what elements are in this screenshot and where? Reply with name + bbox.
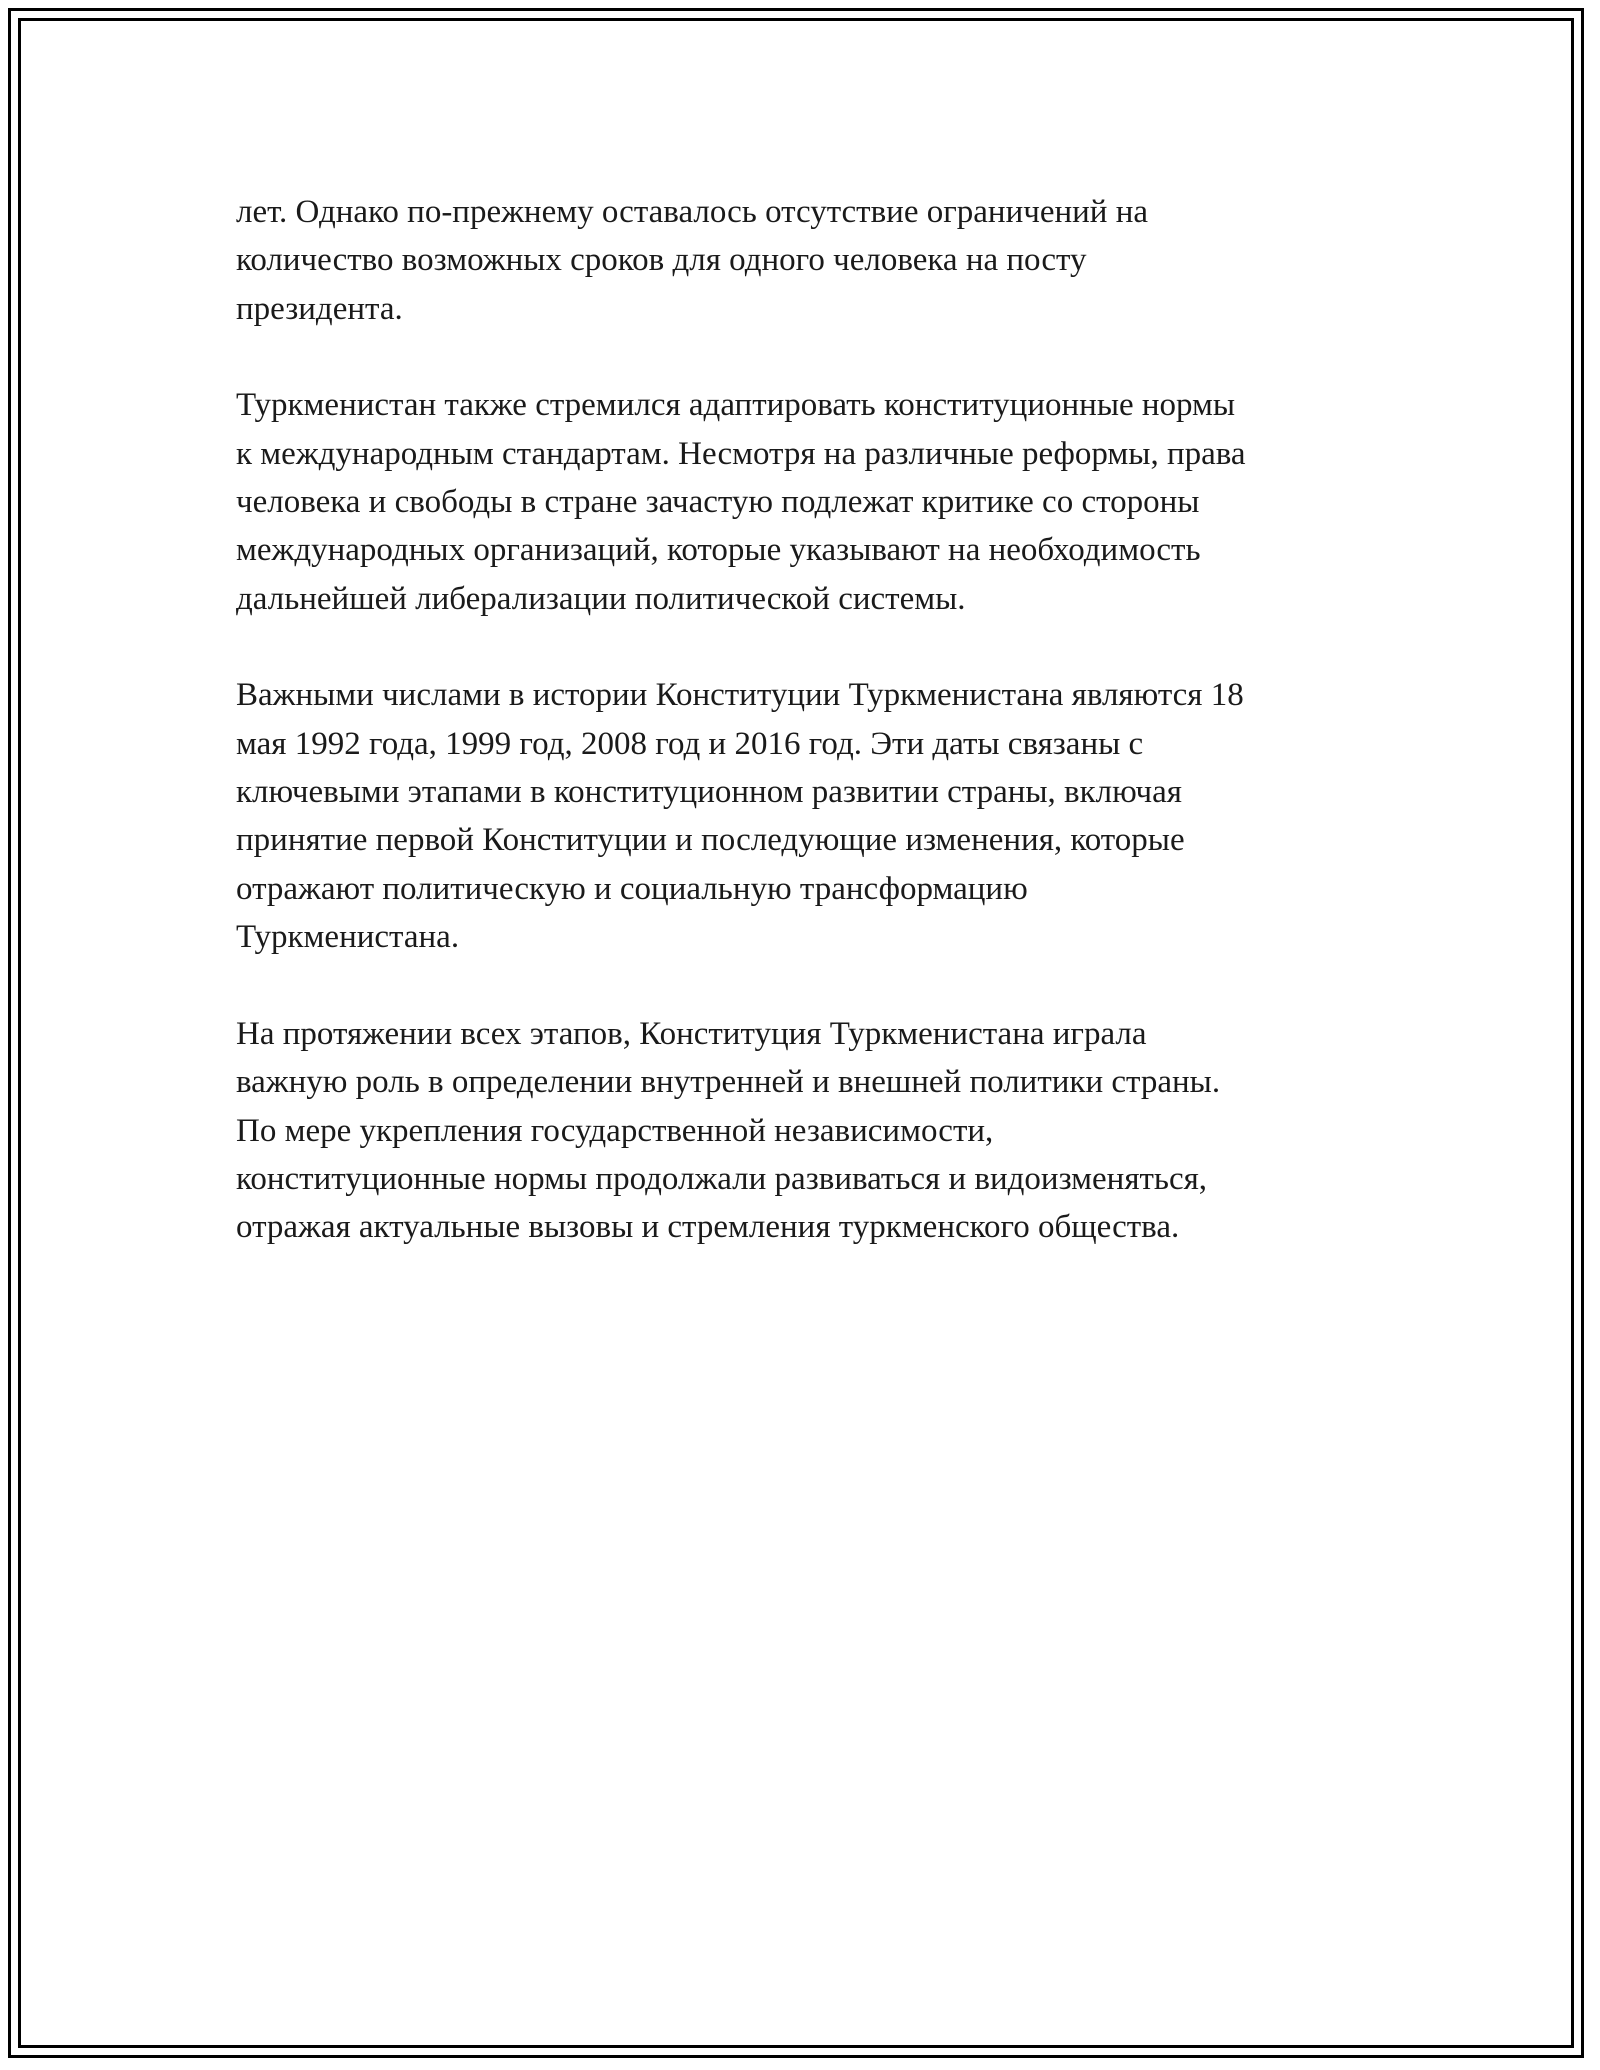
text-line: человека и свободы в стране зачастую подлежат критике со стороны [236, 484, 1200, 521]
text-line: отражая актуальные вызовы и стремления туркменского общества. [236, 1209, 1180, 1246]
text-line: мая 1992 года, 1999 год, 2008 год и 2016 год. Эти даты связаны с [236, 725, 1144, 762]
paragraph-4 [236, 1010, 1386, 1252]
text-line: президента. [236, 290, 403, 327]
text-line: международных организаций, которые указывают на необходимость [236, 532, 1201, 569]
text-line: количество возможных сроков для одного человека на посту [236, 242, 1087, 279]
text-line: По мере укрепления государственной независимости, [236, 1112, 994, 1149]
text-line: конституционные нормы продолжали развиваться и видоизменяться, [236, 1160, 1208, 1197]
text-line: лет. Однако по-прежнему оставалось отсутствие ограничений на [236, 194, 1149, 230]
text-line: Туркменистан также стремился адаптировать конституционные нормы [236, 387, 1236, 424]
text-line: принятие первой Конституции и последующие изменения, которые [236, 822, 1185, 859]
text-line: к международным стандартам. Несмотря на различные реформы, права [236, 435, 1246, 472]
text-line: Важными числами в истории Конституции Туркменистана являются 18 [236, 677, 1244, 714]
text-line: отражают политическую и социальную трансформацию [236, 870, 1028, 907]
text-line: Туркменистана. [236, 919, 460, 956]
text-line: ключевыми этапами в конституционном развитии страны, включая [236, 774, 1182, 811]
document-body [236, 188, 1386, 1300]
paragraph-1 [236, 188, 1386, 333]
text-line: дальнейшей либерализации политической системы. [236, 580, 966, 617]
paragraph-2 [236, 381, 1386, 623]
text-line: На протяжении всех этапов, Конституция Туркменистана играла [236, 1015, 1147, 1052]
paragraph-3 [236, 671, 1386, 961]
text-line: важную роль в определении внутренней и внешней политики страны. [236, 1064, 1221, 1101]
